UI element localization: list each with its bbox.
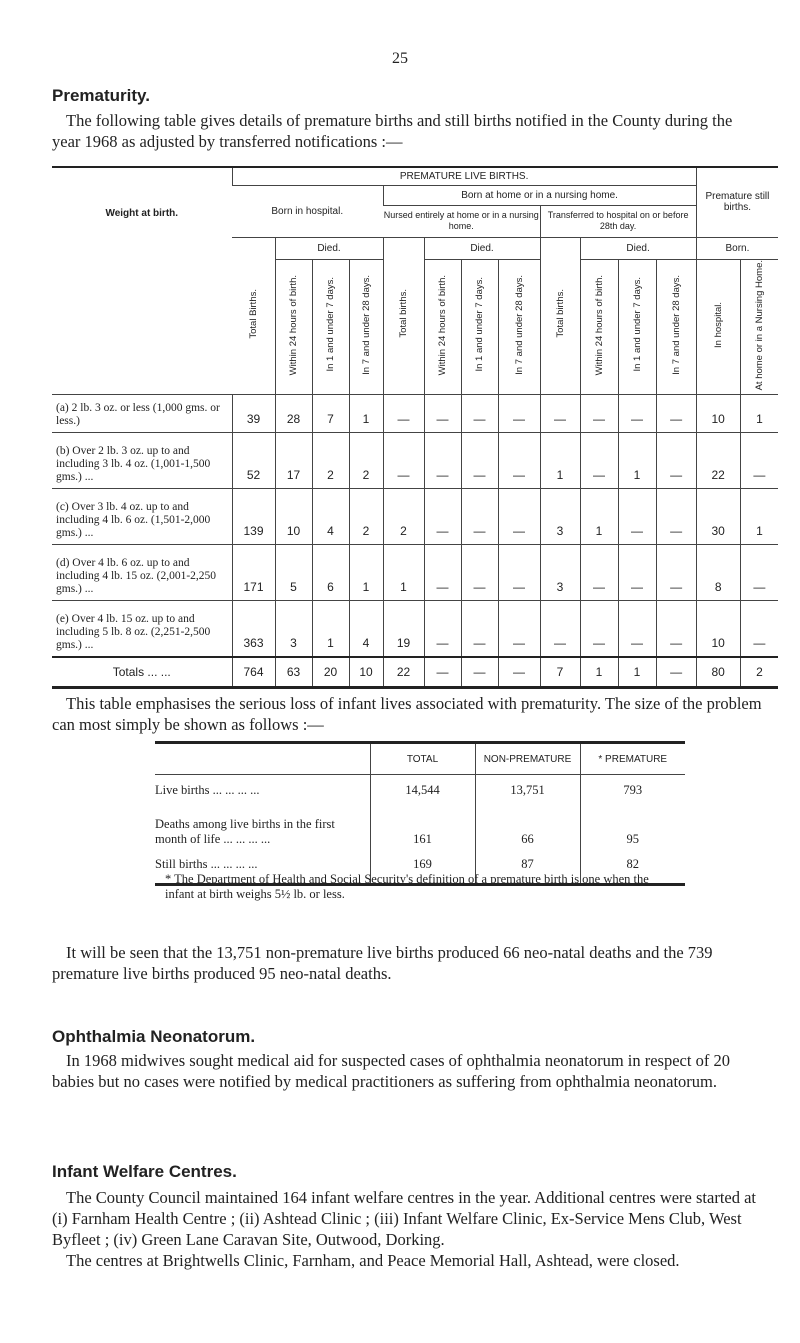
header-born: Born. (696, 237, 778, 259)
cell: 13,751 (475, 775, 580, 807)
header-1to7-hospital: In 1 and under 7 days. (325, 277, 336, 372)
cell: 764 (232, 657, 275, 688)
cell: 6 (312, 545, 349, 601)
welfare-text-1: The County Council maintained 164 infant welfare centres in the year. Additional centres were started at (i) Farnham Health Centre ; (ii) Ashtead Clinic ; (iii) Infant Welfare Clinic, Ex-Service Mens Club, West Byfleet ; (iv) Green Lane Caravan Site, Outwood, Dorking. (52, 1188, 757, 1249)
footnote: * The Department of Health and Social Security's definition of a premature birth is one when the infant at birth weighs 5½ lb. or less. (165, 872, 649, 901)
cell: 1 (349, 402, 383, 433)
header-weight: Weight at birth. (52, 167, 232, 259)
cell: 22 (383, 657, 424, 688)
cell: — (740, 545, 778, 601)
page-number: 25 (392, 50, 408, 67)
table-row (155, 807, 685, 847)
cell: — (580, 601, 618, 657)
table-row (52, 433, 778, 489)
header-7to28-transferred: In 7 and under 28 days. (670, 274, 682, 375)
header-died-hospital: Died. (275, 237, 383, 259)
row-label: (d) Over 4 lb. 6 oz. up to and including 4 lb. 15 oz. (2,001-2,250 gms.) ... (52, 545, 232, 601)
cell: — (580, 545, 618, 601)
summary-row-label: Deaths among live births in the first month of life ... ... ... ... (155, 816, 335, 846)
cell: 4 (312, 489, 349, 545)
cell: — (461, 601, 498, 657)
cell: — (498, 601, 540, 657)
summary-header-non-premature: NON-PREMATURE (475, 743, 580, 775)
header-born-at-home: Born at home or in a nursing home. (383, 185, 696, 205)
header-total-births-transferred: Total births. (554, 289, 566, 338)
cell: — (461, 433, 498, 489)
cell: — (656, 402, 696, 433)
cell: 20 (312, 657, 349, 688)
cell: — (740, 433, 778, 489)
table-row (155, 775, 685, 807)
cell: — (618, 601, 656, 657)
cell: 2 (349, 433, 383, 489)
cell: — (383, 402, 424, 433)
header-died-home: Died. (424, 237, 540, 259)
cell: 3 (275, 601, 312, 657)
cell: 10 (696, 601, 740, 657)
table-row (52, 545, 778, 601)
totals-row (52, 657, 778, 688)
cell: 80 (696, 657, 740, 688)
cell: 1 (740, 489, 778, 545)
header-total-births-home: Total births. (398, 289, 409, 338)
header-total-births-hospital: Total Births. (247, 288, 259, 339)
cell: 3 (540, 489, 580, 545)
header-nursed-at-home: Nursed entirely at home or in a nursing home. (383, 205, 540, 237)
cell: 7 (540, 657, 580, 688)
totals-label: Totals ... ... (52, 657, 232, 688)
cell: 19 (383, 601, 424, 657)
summary-header-blank (155, 743, 370, 775)
cell: — (424, 433, 461, 489)
cell: 363 (232, 601, 275, 657)
cell: — (461, 657, 498, 688)
cell: 17 (275, 433, 312, 489)
cell: 10 (275, 489, 312, 545)
cell: 1 (580, 489, 618, 545)
cell: 1 (312, 601, 349, 657)
cell: 1 (383, 545, 424, 601)
header-within-24h-transferred: Within 24 hours of birth. (593, 274, 605, 375)
cell: — (656, 433, 696, 489)
header-transferred: Transferred to hospital on or before 28th day. (540, 205, 696, 237)
cell: 28 (275, 402, 312, 433)
cell: — (656, 489, 696, 545)
cell: 1 (618, 657, 656, 688)
summary-table (155, 741, 685, 886)
header-premature-still-births: Premature still births. (696, 167, 778, 237)
cell: — (424, 545, 461, 601)
header-in-hospital: In hospital. (712, 301, 724, 348)
ophthalmia-text: In 1968 midwives sought medical aid for suspected cases of ophthalmia neonatorum in respect of 20 babies but no cases were notified by medical practitioners as suffering from ophthalmia neonatorum. (52, 1051, 730, 1091)
cell: 793 (580, 775, 685, 807)
cell: 39 (232, 402, 275, 433)
summary-row-label: Still births ... ... ... ... (155, 847, 370, 885)
cell: 1 (740, 402, 778, 433)
table-row (52, 601, 778, 657)
cell: — (656, 545, 696, 601)
table-row (52, 402, 778, 433)
cell: — (580, 433, 618, 489)
row-label: (c) Over 3 lb. 4 oz. up to and including 4 lb. 6 oz. (1,501-2,000 gms.) ... (52, 489, 232, 545)
cell: — (424, 657, 461, 688)
row-label: (a) 2 lb. 3 oz. or less (1,000 gms. or less.) (56, 402, 220, 428)
summary-header-premature: * PREMATURE (580, 743, 685, 775)
cell: — (540, 402, 580, 433)
cell: 82 (580, 847, 685, 885)
cell: 14,544 (370, 775, 475, 807)
cell: — (383, 433, 424, 489)
cell: 87 (475, 847, 580, 885)
cell: 10 (349, 657, 383, 688)
cell: — (498, 433, 540, 489)
header-1to7-transferred: In 1 and under 7 days. (631, 277, 643, 372)
header-premature-live-births: PREMATURE LIVE BIRTHS. (232, 167, 696, 185)
cell: — (424, 601, 461, 657)
summary-row-label: Live births ... ... ... ... (155, 783, 260, 798)
summary-header-total: TOTAL (370, 743, 475, 775)
row-label: (b) Over 2 lb. 3 oz. up to and including 3 lb. 4 oz. (1,001-1,500 gms.) ... (52, 433, 232, 489)
cell: 3 (540, 545, 580, 601)
header-1to7-home: In 1 and under 7 days. (474, 277, 485, 372)
cell: 10 (696, 402, 740, 433)
header-born-in-hospital: Born in hospital. (271, 205, 344, 217)
cell: — (618, 402, 656, 433)
table-row (52, 489, 778, 545)
cell: 2 (312, 433, 349, 489)
cell: 1 (618, 433, 656, 489)
cell: 1 (540, 433, 580, 489)
cell: 7 (312, 402, 349, 433)
welfare-text-2: The centres at Brightwells Clinic, Farnham, and Peace Memorial Hall, Ashtead, were closed. (66, 1251, 680, 1270)
paragraph-neonatal-deaths: It will be seen that the 13,751 non-premature live births produced 66 neo-natal deaths and the 739 premature live births produced 95 neo-natal deaths. (52, 943, 713, 983)
header-within-24h-home: Within 24 hours of birth. (437, 274, 448, 375)
cell: — (580, 402, 618, 433)
paragraph-serious-loss: This table emphasises the serious loss of infant lives associated with prematurity. The size of the problem can most simply be shown as follows :— (52, 694, 762, 734)
cell: 30 (696, 489, 740, 545)
cell: 139 (232, 489, 275, 545)
cell: 171 (232, 545, 275, 601)
cell: 5 (275, 545, 312, 601)
cell: 169 (370, 847, 475, 885)
cell: — (498, 402, 540, 433)
cell: — (424, 402, 461, 433)
cell: — (618, 545, 656, 601)
cell: — (656, 601, 696, 657)
row-label: (e) Over 4 lb. 15 oz. up to and including 5 lb. 8 oz. (2,251-2,500 gms.) ... (52, 601, 232, 657)
welfare-heading: Infant Welfare Centres. (52, 1162, 237, 1181)
cell: 95 (580, 807, 685, 847)
cell: 2 (383, 489, 424, 545)
cell: — (461, 545, 498, 601)
cell: — (424, 489, 461, 545)
prematurity-intro: The following table gives details of premature births and still births notified in the County during the year 1968 as adjusted by transferred notifications :— (52, 111, 733, 151)
premature-births-table (52, 166, 778, 689)
cell: 1 (580, 657, 618, 688)
cell: — (740, 601, 778, 657)
header-7to28-hospital: In 7 and under 28 days. (360, 274, 372, 375)
cell: 52 (232, 433, 275, 489)
ophthalmia-heading: Ophthalmia Neonatorum. (52, 1027, 256, 1046)
cell: 66 (475, 807, 580, 847)
cell: 161 (370, 807, 475, 847)
cell: 2 (740, 657, 778, 688)
cell: — (498, 489, 540, 545)
cell: 1 (349, 545, 383, 601)
cell: — (618, 489, 656, 545)
cell: — (656, 657, 696, 688)
cell: 63 (275, 657, 312, 688)
cell: — (461, 489, 498, 545)
cell: — (461, 402, 498, 433)
cell: — (498, 545, 540, 601)
header-died-transferred: Died. (580, 237, 696, 259)
prematurity-heading: Prematurity. (52, 86, 150, 105)
cell: 8 (696, 545, 740, 601)
header-at-home: At home or in a Nursing Home. (753, 259, 765, 390)
header-7to28-home: In 7 and under 28 days. (513, 274, 525, 375)
header-within-24h-hospital: Within 24 hours of birth. (288, 274, 299, 375)
cell: — (540, 601, 580, 657)
cell: 22 (696, 433, 740, 489)
cell: — (498, 657, 540, 688)
cell: 4 (349, 601, 383, 657)
cell: 2 (349, 489, 383, 545)
